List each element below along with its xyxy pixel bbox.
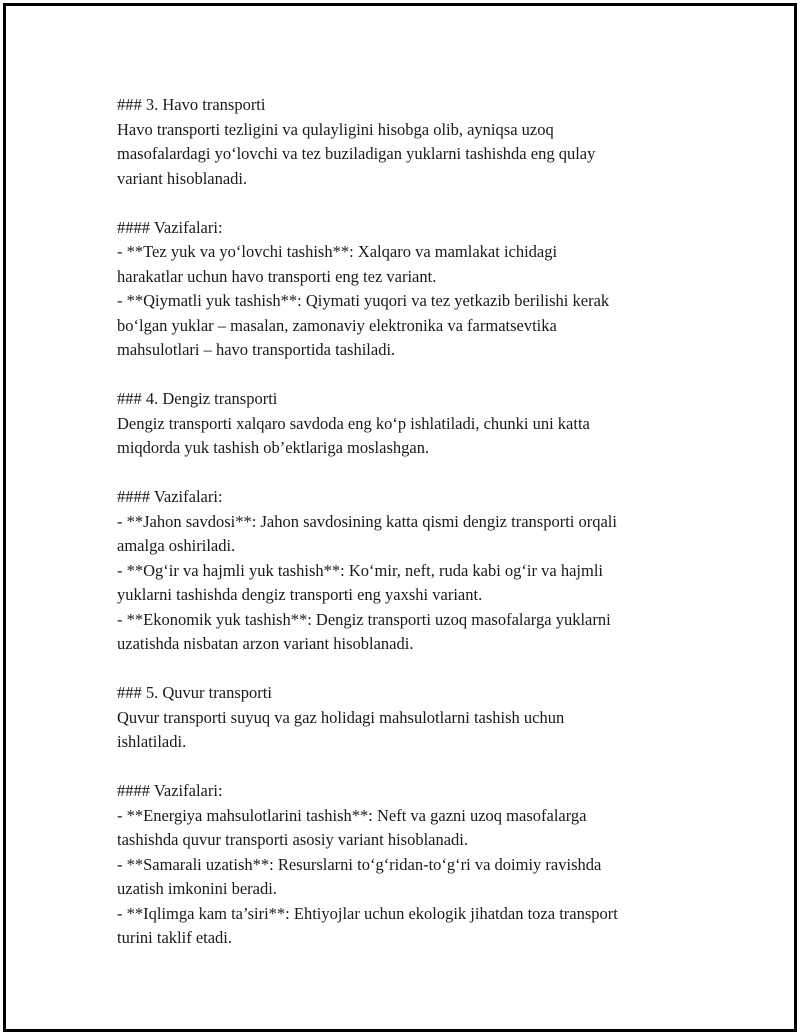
paragraph-line: Dengiz transporti xalqaro savdoda eng ko‘p ishlatiladi, chunki uni katta xyxy=(117,413,590,433)
list-item-line: turini taklif etadi. xyxy=(117,928,233,947)
subheading: #### Vazifalari: xyxy=(117,781,223,800)
list-item xyxy=(117,240,717,289)
subheading: #### Vazifalari: xyxy=(117,217,223,237)
list-item-line: - **Iqlimga kam ta’siri**: Ehtiyojlar uchun ekologik jihatdan toza transport xyxy=(117,903,618,923)
list-item-line: - **Og‘ir va hajmli yuk tashish**: Ko‘mir, neft, ruda kabi og‘ir va hajmli xyxy=(117,560,603,580)
blank-line xyxy=(117,363,717,388)
blank-line xyxy=(117,191,717,216)
list-item xyxy=(117,608,717,657)
section-heading: ### 5. Quvur transporti xyxy=(117,683,272,702)
list-item-line: amalga oshiriladi. xyxy=(117,536,236,555)
list-item-line: - **Ekonomik yuk tashish**: Dengiz transporti uzoq masofalarga yuklarni xyxy=(117,609,611,629)
list-item-line: - **Qiymatli yuk tashish**: Qiymati yuqori va tez yetkazib berilishi kerak xyxy=(117,291,610,310)
list-item-line: - **Jahon savdosi**: Jahon savdosining katta qismi dengiz transporti orqali xyxy=(117,511,617,531)
list-item-line: harakatlar uchun havo transporti eng tez variant. xyxy=(117,266,437,286)
section-quvur-transporti xyxy=(117,681,717,951)
list-item-line: - **Energiya mahsulotlarini tashish**: Neft va gazni uzoq masofalarga xyxy=(117,805,587,825)
section-heading: ### 3. Havo transporti xyxy=(117,95,266,114)
paragraph-line: variant hisoblanadi. xyxy=(117,168,248,188)
list-item-line: bo‘lgan yuklar – masalan, zamonaviy elektronika va farmatsevtika xyxy=(117,315,557,335)
list-item xyxy=(117,804,717,853)
paragraph-line: miqdorda yuk tashish ob’ektlariga moslashgan. xyxy=(117,438,430,457)
list-item xyxy=(117,902,717,951)
blank-line xyxy=(117,657,717,682)
list-item xyxy=(117,559,717,608)
paragraph-line: masofalardagi yo‘lovchi va tez buziladigan yuklarni tashishda eng qulay xyxy=(117,144,596,163)
document-body xyxy=(117,93,717,951)
list-item-line: - **Samarali uzatish**: Resurslarni to‘g‘ridan-to‘g‘ri va doimiy ravishda xyxy=(117,854,602,874)
paragraph-line: Havo transporti tezligini va qulayligini hisobga olib, ayniqsa uzoq xyxy=(117,119,554,139)
list-item-line: tashishda quvur transporti asosiy variant hisoblanadi. xyxy=(117,830,469,849)
section-dengiz-transporti xyxy=(117,387,717,657)
blank-line xyxy=(117,461,717,486)
paragraph-line: Quvur transporti suyuq va gaz holidagi mahsulotlarni tashish uchun xyxy=(117,707,565,727)
list-item-line: uzatish imkonini beradi. xyxy=(117,879,277,898)
list-item-line: mahsulotlari – havo transportida tashiladi. xyxy=(117,340,396,359)
list-item xyxy=(117,510,717,559)
list-item xyxy=(117,289,717,363)
list-item-line: uzatishda nisbatan arzon variant hisoblanadi. xyxy=(117,634,414,653)
subheading: #### Vazifalari: xyxy=(117,487,223,506)
section-heading: ### 4. Dengiz transporti xyxy=(117,389,278,408)
paragraph-line: ishlatiladi. xyxy=(117,732,187,751)
section-havo-transporti xyxy=(117,93,717,363)
list-item-line: yuklarni tashishda dengiz transporti eng yaxshi variant. xyxy=(117,585,483,604)
list-item-line: - **Tez yuk va yo‘lovchi tashish**: Xalqaro va mamlakat ichidagi xyxy=(117,242,558,261)
blank-line xyxy=(117,755,717,780)
list-item xyxy=(117,853,717,902)
